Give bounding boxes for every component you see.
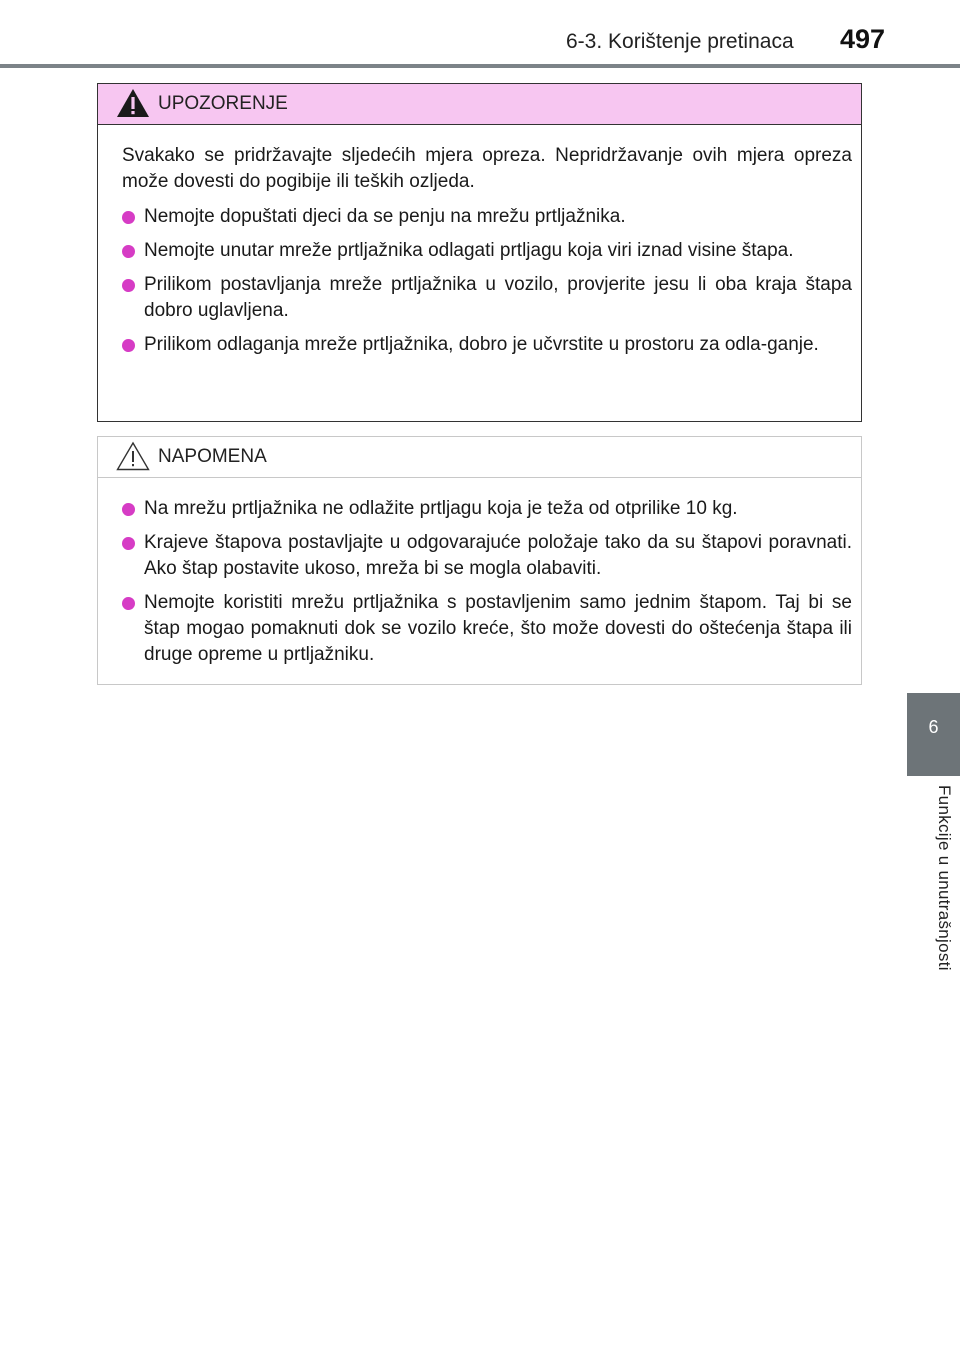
page-number: 497	[840, 24, 886, 54]
list-item	[122, 238, 852, 264]
list-item	[122, 590, 852, 668]
bullet-icon	[122, 339, 135, 352]
chapter-tab	[907, 693, 960, 776]
warning-intro: Svakako se pridržavajte sljedećih mjera opreza. Nepridržavanje ovih mjera opreza može dovesti do pogibije ili teških ozljeda.	[122, 145, 852, 192]
warning-triangle-filled-icon	[116, 88, 150, 118]
section-title: 6-3. Korištenje pretinaca	[566, 30, 794, 53]
header-rule	[0, 64, 960, 68]
notice-box	[97, 436, 862, 685]
bullet-icon	[122, 597, 135, 610]
list-item	[122, 496, 852, 522]
notice-header	[98, 437, 861, 478]
chapter-label: Funkcije u unutrašnjosti	[935, 785, 954, 971]
bullet-icon	[122, 537, 135, 550]
list-item-text: Prilikom odlaganja mreže prtljažnika, dobro je učvrstite u prostoru za odla-ganje.	[144, 334, 819, 355]
notice-title: NAPOMENA	[158, 446, 267, 467]
list-item-text: Prilikom postavljanja mreže prtljažnika u vozilo, provjerite jesu li oba kraja štapa dobro uglavljena.	[144, 274, 852, 321]
list-item	[122, 530, 852, 582]
notice-body	[98, 478, 861, 668]
list-item	[122, 332, 852, 358]
bullet-icon	[122, 503, 135, 516]
warning-title: UPOZORENJE	[158, 93, 288, 114]
warning-triangle-outline-icon	[116, 441, 150, 471]
list-item-text: Nemojte koristiti mrežu prtljažnika s postavljenim samo jednim štapom. Taj bi se štap mogao pomaknuti dok se vozilo kreće, što može dovesti do oštećenja štapa ili druge opreme u prtljažniku.	[144, 592, 852, 665]
warning-body	[98, 125, 861, 358]
bullet-icon	[122, 279, 135, 292]
chapter-number: 6	[928, 717, 939, 737]
list-item	[122, 204, 852, 230]
bullet-icon	[122, 245, 135, 258]
list-item-text: Nemojte unutar mreže prtljažnika odlagati prtljagu koja viri iznad visine štapa.	[144, 240, 794, 261]
list-item-text: Nemojte dopuštati djeci da se penju na mrežu prtljažnika.	[144, 206, 626, 227]
bullet-icon	[122, 211, 135, 224]
warning-header	[98, 84, 861, 125]
list-item-text: Na mrežu prtljažnika ne odlažite prtljagu koja je teža od otprilike 10 kg.	[144, 498, 738, 519]
list-item	[122, 272, 852, 324]
warning-box	[97, 83, 862, 422]
list-item-text: Krajeve štapova postavljajte u odgovarajuće položaje tako da su štapovi poravnati. Ako štap postavite ukoso, mreža bi se mogla olabaviti.	[144, 532, 852, 579]
